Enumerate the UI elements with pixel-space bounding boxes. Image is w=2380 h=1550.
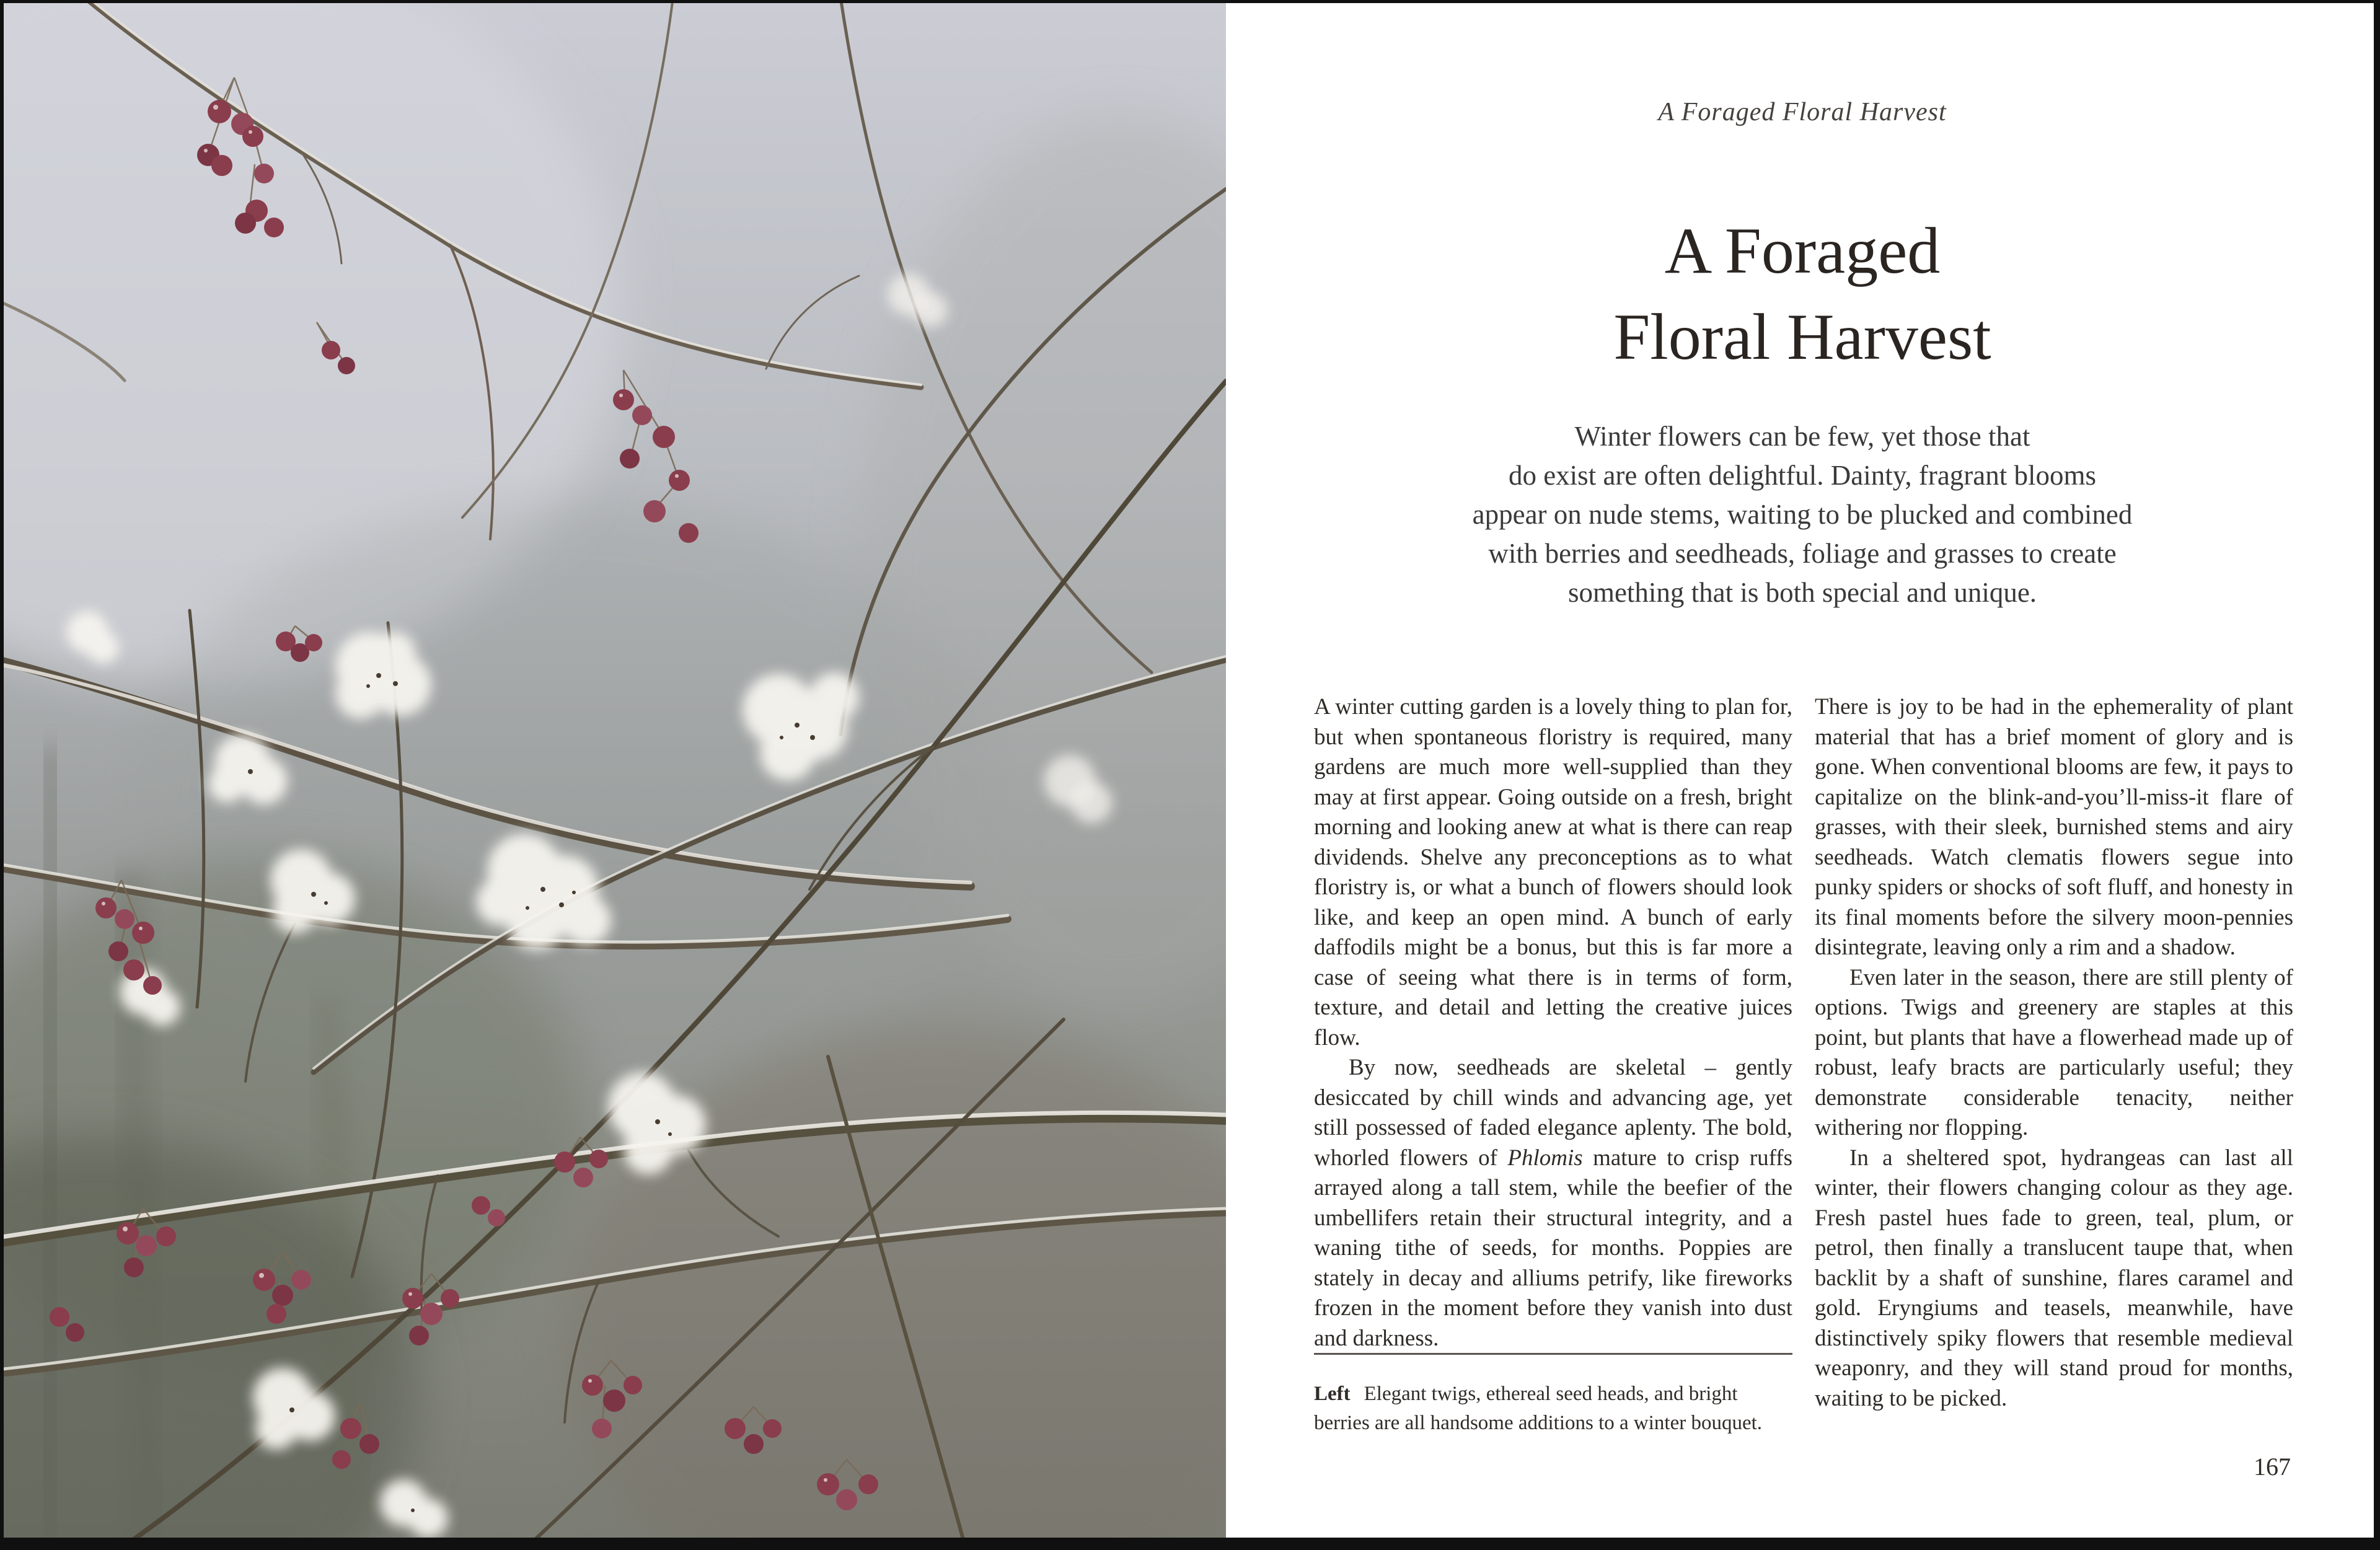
- page-title-line2: Floral Harvest: [1613, 301, 1991, 373]
- caption-divider: [1314, 1353, 1792, 1355]
- body-column-right: [1815, 692, 2293, 1414]
- photo-caption: [1314, 1353, 1792, 1438]
- page-title: [1283, 208, 2322, 380]
- page-number: 167: [2254, 1453, 2291, 1481]
- caption-body: Elegant twigs, ethereal seed heads, and bright berries are all handsome additions to a winter bouquet.: [1314, 1383, 1763, 1434]
- running-header: A Foraged Floral Harvest: [1658, 98, 1947, 126]
- latin-plant-name: Phlomis: [1507, 1145, 1583, 1171]
- winter-photo-illustration: [4, 3, 1226, 1538]
- caption-text: [1314, 1380, 1792, 1438]
- intro-paragraph: [1314, 417, 2291, 612]
- caption-label: Left: [1314, 1383, 1351, 1405]
- intro-line: appear on nude stems, waiting to be plucked and combined: [1472, 499, 2133, 530]
- body-paragraph: [1314, 1053, 1792, 1354]
- body-paragraph: In a sheltered spot, hydrangeas can last all winter, their flowers changing colour as they age. Fresh pastel hues fade to green, teal, plum, or petrol, then finally a translucent taupe that, when backlit by a shaft of sunshine, flares caramel and gold. Eryngiums and teasels, meanwhile, have distinctively spiky flowers that resemble medieval weaponry, and they will stand proud for months, waiting to be picked.: [1815, 1145, 2293, 1411]
- body-paragraph: Even later in the season, there are still plenty of options. Twigs and greenery are staples at this point, but plants that have a flowerhead made up of robust, leafy bracts are particularly useful; they demonstrate considerable tenacity, neither withering nor flopping.: [1815, 964, 2293, 1140]
- intro-line: with berries and seedheads, foliage and grasses to create: [1488, 538, 2117, 569]
- right-page: [1226, 3, 2374, 1538]
- winter-photo: [4, 3, 1226, 1538]
- body-paragraph: There is joy to be had in the ephemerality of plant material that has a brief moment of glory and is gone. When conventional blooms are few, it pays to capitalize on the blink-and-you’ll-miss-it flare of grasses, with their sleek, burnished stems and airy seedheads. Watch clematis flowers segue into punky spiders or shocks of soft fluff, and honesty in its final moments before the silvery moon-pennies disintegrate, leaving only a rim and a shadow.: [1815, 694, 2293, 960]
- intro-line: do exist are often delightful. Dainty, fragrant blooms: [1508, 460, 2097, 491]
- body-text: By now, seedheads are skeletal – gently desiccated by chill winds and advancing age, yet still possessed of faded elegance aplenty. The bold, whorled flowers of: [1314, 1055, 1792, 1171]
- book-spread: [4, 3, 2374, 1538]
- body-text: mature to crisp ruffs arrayed along a tall stem, while the beefier of the umbellifers retain their structural integrity, and a waning tithe of seeds, for months. Poppies are stately in decay and alliums petrify, like fireworks frozen in the moment before they vanish into dust and darkness.: [1314, 1145, 1792, 1351]
- body-column-left: [1314, 692, 1792, 1354]
- intro-line: Winter flowers can be few, yet those that: [1574, 421, 2030, 452]
- body-paragraph: A winter cutting garden is a lovely thing to plan for, but when spontaneous floristry is required, many gardens are much more well-supplied than they may at first appear. Going outside on a fresh, bright morning and looking anew at what is there can reap dividends. Shelve any preconceptions as to what floristry is, or what a bunch of flowers should look like, and keep an open mind. A bunch of early daffodils might be a bonus, but this is far more a case of seeing what there is in terms of form, texture, and detail and letting the creative juices flow.: [1314, 694, 1792, 1050]
- page-title-line1: A Foraged: [1664, 214, 1941, 287]
- intro-line: something that is both special and unique.: [1567, 577, 2037, 608]
